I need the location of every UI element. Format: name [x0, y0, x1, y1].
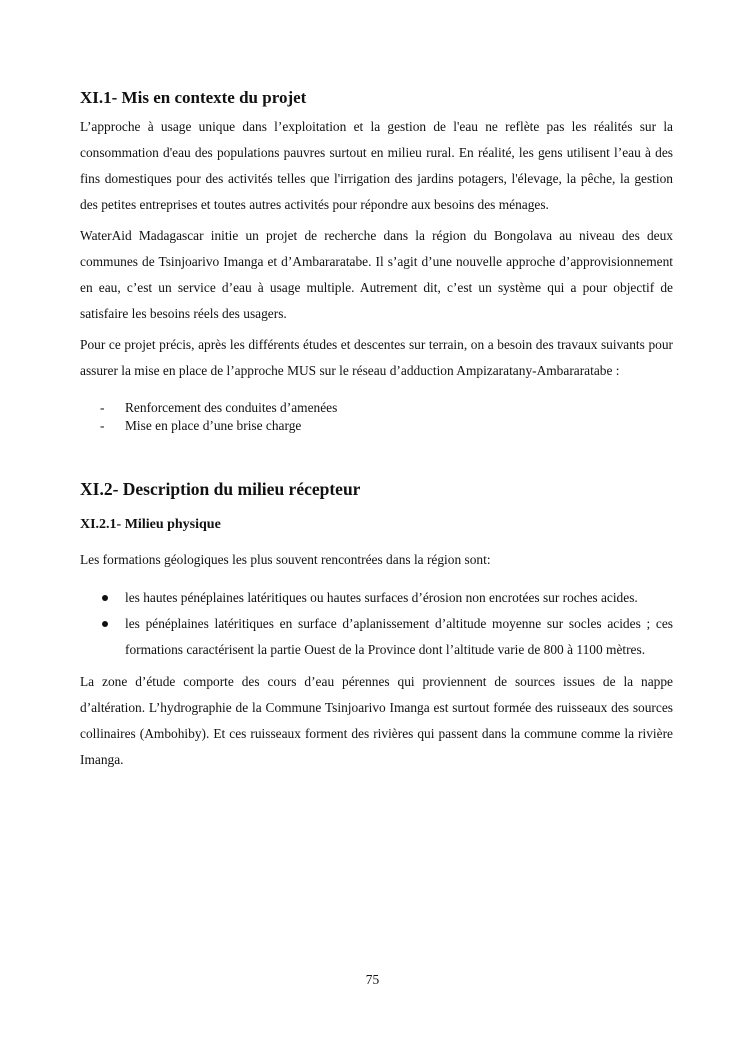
page-number: 75: [365, 972, 380, 987]
subsection-closing-paragraph: La zone d’étude comporte des cours d’eau pérennes qui proviennent de sources issues de la nappe d’altération. L’hydrographie de la Commune Tsinjoarivo Imanga est surtout formée des ruisseaux des sources collinaires (Ambohiby). Et ces ruisseaux forment des rivières qui passent dans la commune comme la rivière Imanga.: [80, 674, 673, 767]
list-item-text: les pénéplaines latéritiques en surface d’aplanissement d’altitude moyenne sur socles acides ; ces formations caractérisent la partie Ouest de la Province dont l’altitude varie de 800 à 1100 mètres.: [125, 616, 673, 657]
subsection-intro: Les formations géologiques les plus souvent rencontrées dans la région sont:: [80, 552, 491, 567]
list-item-text: Renforcement des conduites d’amenées: [125, 400, 338, 415]
list-item: [100, 611, 673, 663]
subsection-title: XI.2.1- Milieu physique: [80, 517, 221, 532]
section-1-paragraph-3: Pour ce projet précis, après les différents études et descentes sur terrain, on a besoin des travaux suivants pour assurer la mise en place de l’approche MUS sur le réseau d’adduction Ampizaratany-Ambararatabe :: [80, 337, 673, 378]
list-item: [100, 417, 673, 435]
list-item: [100, 399, 673, 417]
section-2-title: XI.2- Description du milieu récepteur: [80, 479, 361, 499]
dash-marker: -: [100, 400, 105, 415]
subsection-bullet-list: [80, 585, 673, 663]
dash-marker: -: [100, 418, 105, 433]
list-item: [100, 585, 673, 611]
section-1-paragraph-2: WaterAid Madagascar initie un projet de recherche dans la région du Bongolava au niveau des deux communes de Tsinjoarivo Imanga et d’Ambararatabe. Il s’agit d’une nouvelle approche d’approvisionnement en eau, c’est un service d’eau à usage multiple. Autrement dit, c’est un système qui a pour objectif de satisfaire les besoins réels des usagers.: [80, 228, 673, 321]
page-content: [80, 86, 673, 773]
list-item-text: Mise en place d’une brise charge: [125, 418, 302, 433]
section-1-dash-list: [80, 399, 673, 435]
bullet-icon: [102, 595, 108, 601]
bullet-icon: [102, 621, 108, 627]
section-1-title: XI.1- Mis en contexte du projet: [80, 88, 307, 107]
list-item-text: les hautes pénéplaines latéritiques ou hautes surfaces d’érosion non encrotées sur roches acides.: [125, 590, 638, 605]
section-1-paragraph-1: L’approche à usage unique dans l’exploitation et la gestion de l'eau ne reflète pas les réalités sur la consommation d'eau des populations pauvres surtout en milieu rural. En réalité, les gens utilisent l’eau à des fins domestiques pour des activités telles que l'irrigation des jardins potagers, l'élevage, la pêche, la gestion des petites entreprises et toutes autres activités pour répondre aux besoins des ménages.: [80, 119, 673, 212]
